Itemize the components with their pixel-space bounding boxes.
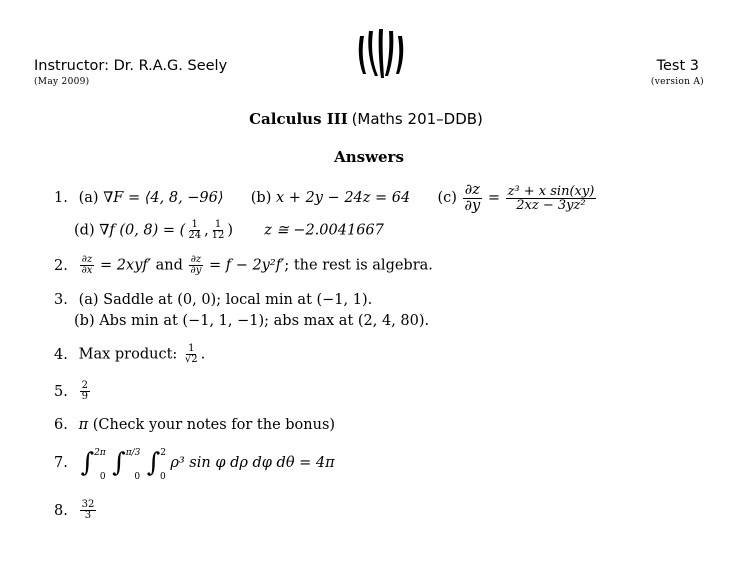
answer-4-frac (183, 344, 200, 365)
answer-5-frac (80, 381, 90, 402)
integral-2-lower: 0 (134, 472, 141, 482)
answer-2-frac1 (80, 255, 95, 276)
fraction-numerator: 32 (81, 499, 95, 510)
answer-1d-label: (d) (74, 222, 95, 239)
fraction-denominator: ∂x (81, 265, 93, 276)
answer-2 (54, 255, 433, 276)
fraction-numerator: 1 (191, 219, 198, 230)
answer-7-integrand: ρ³ sin φ dρ dφ dθ = 4π (170, 455, 335, 471)
comma: , (204, 222, 209, 239)
answer-number: 1. (54, 190, 68, 206)
answer-8-frac (80, 500, 97, 521)
answers-heading: Answers (334, 148, 404, 166)
answer-8 (54, 500, 97, 521)
integral-sign-icon: ∫ (146, 448, 161, 478)
answer-number: 4. (54, 346, 68, 363)
answer-number: 6. (54, 417, 68, 433)
integral-1-lower: 0 (99, 472, 106, 482)
answer-1a-expr: ∇F = ⟨4, 8, −96⟩ (103, 190, 224, 206)
answer-2-part2: = f − 2y²f′ (208, 257, 285, 274)
equals-sign: = (487, 190, 500, 206)
answer-4-text: Max product: (78, 346, 178, 363)
answer-3b: (b) Abs min at (−1, 1, −1); abs max at (2, 4, 80). (74, 313, 430, 329)
answer-number: 3. (54, 292, 68, 308)
integral-2-upper: π/3 (125, 448, 141, 458)
fraction-denominator: 24 (188, 230, 202, 241)
course-code: (Maths 201–DDB) (351, 110, 483, 128)
test-version: (version A) (650, 77, 704, 87)
answer-2-rest: ; the rest is algebra. (284, 257, 433, 274)
answer-3a: (a) Saddle at (0, 0); local min at (−1, 1). (78, 292, 373, 308)
answer-4 (54, 344, 205, 365)
answer-number: 8. (54, 502, 68, 519)
fraction-numerator: 2 (81, 380, 88, 391)
period: . (200, 346, 206, 363)
answer-7 (54, 448, 335, 482)
answer-6 (54, 417, 335, 433)
answer-1d (74, 220, 384, 241)
course-title (0, 110, 732, 129)
fraction-numerator: z³ + x sin(xy) (507, 183, 595, 199)
answer-2-frac2 (189, 255, 204, 276)
university-logo (357, 28, 405, 78)
fraction-numerator: ∂z (81, 254, 93, 265)
fraction-denominator: ∂y (190, 265, 202, 276)
integral-sign-icon: ∫ (112, 448, 126, 478)
fraction-numerator: ∂z (464, 182, 480, 198)
answer-number: 5. (54, 383, 68, 400)
answer-1d-approx: z ≅ −2.0041667 (264, 222, 384, 239)
answer-1c-rhs (506, 185, 597, 212)
fraction-denominator: 3 (84, 510, 92, 521)
fraction-numerator: ∂z (190, 254, 202, 265)
answer-number: 2. (54, 257, 68, 274)
answer-6-pi: π (78, 417, 89, 433)
close-paren: ) (227, 222, 234, 239)
answer-2-part1: = 2xyf′ (100, 257, 152, 274)
fraction-denominator: 9 (81, 391, 88, 402)
fraction-denominator: ∂y (464, 197, 481, 214)
fraction-denominator: 12 (211, 230, 225, 241)
test-date: (May 2009) (34, 77, 90, 87)
answer-6-text: (Check your notes for the bonus) (92, 417, 336, 433)
answer-1d-expr: ∇f (0, 8) = ( (99, 222, 186, 239)
instructor-label: Instructor: Dr. R.A.G. Seely (34, 58, 228, 74)
answer-number: 7. (54, 455, 68, 471)
fraction-numerator: 1 (214, 219, 222, 230)
fraction-numerator: 1 (188, 343, 195, 354)
integral-sign-icon: ∫ (80, 448, 95, 478)
fraction-denominator: 2xz − 3yz² (516, 197, 586, 213)
answer-1d-frac2 (210, 220, 227, 241)
answer-1d-frac1 (186, 220, 203, 241)
answer-1 (54, 183, 597, 213)
course-name: Calculus III (249, 110, 348, 128)
answer-1c-lhs (463, 183, 483, 213)
answer-1b-expr: x + 2y − 24z = 64 (275, 190, 411, 206)
test-number: Test 3 (656, 58, 699, 74)
answer-5 (54, 381, 91, 402)
integral-3-upper: 2 (160, 448, 167, 458)
integral-3-lower: 0 (160, 472, 166, 482)
answer-1b-label: (b) (250, 190, 272, 206)
answer-2-and: and (155, 257, 183, 274)
answer-1a-label: (a) (78, 190, 99, 206)
answer-1c-label: (c) (437, 190, 457, 206)
answer-3 (54, 292, 372, 308)
integral-1-upper: 2π (94, 448, 106, 458)
fraction-denominator: √2 (184, 354, 198, 365)
